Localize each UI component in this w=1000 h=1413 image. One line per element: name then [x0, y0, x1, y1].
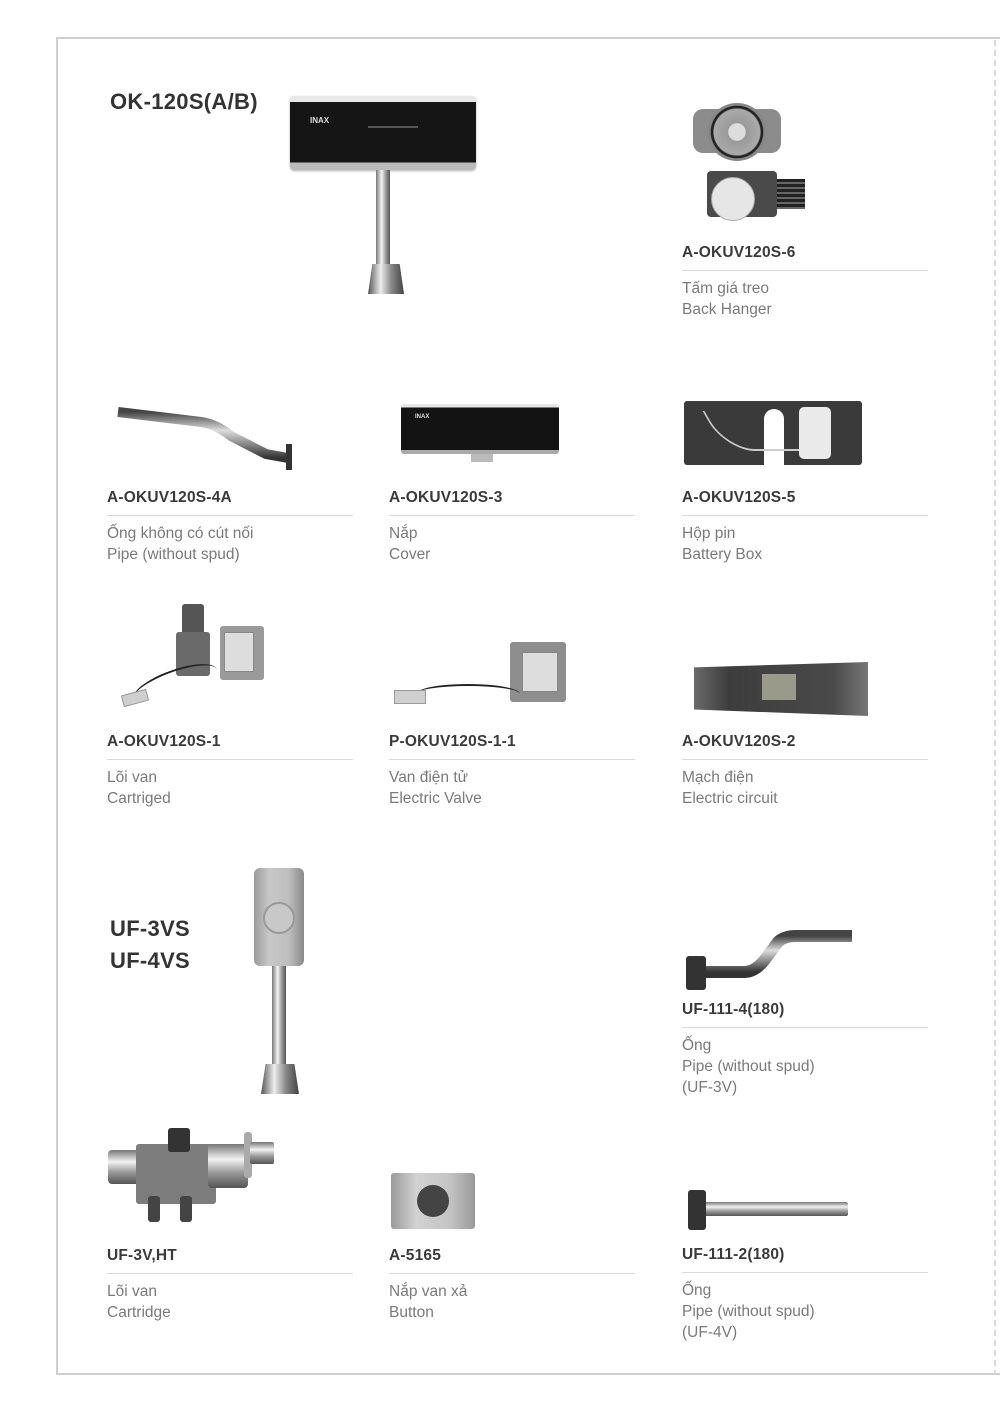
part-card-pipe-uf3v — [682, 1001, 928, 1098]
part-desc-vi: Van điện tử — [389, 769, 469, 786]
part-desc-vi: Lõi van — [107, 1283, 157, 1300]
part-card-back-hanger — [682, 244, 928, 320]
part-code: A-OKUV120S-3 — [389, 489, 635, 516]
part-card-pipe-uf4v — [682, 1246, 928, 1343]
part-image-back-hanger — [693, 93, 813, 223]
part-desc-vi: Mạch điện — [682, 769, 754, 786]
model-title-line2: UF-4VS — [110, 948, 191, 973]
part-desc-en: Cartriged — [107, 790, 171, 807]
inax-logo: INAX — [310, 116, 330, 125]
part-desc-en: Battery Box — [682, 546, 763, 563]
part-card-button — [389, 1247, 635, 1323]
part-desc-en: Cartridge — [107, 1304, 171, 1321]
part-card-battery-box — [682, 489, 928, 565]
part-code: A-5165 — [389, 1247, 635, 1274]
part-desc-vi: Lõi van — [107, 769, 157, 786]
part-code: UF-111-2(180) — [682, 1246, 928, 1273]
part-desc-en: Pipe (without spud) — [107, 546, 240, 563]
part-desc-vi: Ống — [682, 1282, 712, 1299]
part-note: (UF-3V) — [682, 1079, 738, 1096]
model-title-line1: UF-3VS — [110, 916, 191, 941]
part-image-pipe-uf4v — [688, 1190, 850, 1232]
product-image-ok120s — [290, 96, 480, 306]
part-image-pipe-uf3v — [684, 928, 859, 990]
part-code: A-OKUV120S-2 — [682, 733, 928, 760]
part-code: A-OKUV120S-6 — [682, 244, 928, 271]
part-code: UF-3V,HT — [107, 1247, 353, 1274]
part-image-bent-pipe — [116, 402, 296, 472]
part-card-pipe-4a — [107, 489, 353, 565]
part-code: P-OKUV120S-1-1 — [389, 733, 635, 760]
part-desc-en: Back Hanger — [682, 301, 772, 318]
part-image-cartriged — [120, 604, 272, 712]
part-code: A-OKUV120S-5 — [682, 489, 928, 516]
part-card-cover — [389, 489, 635, 565]
part-desc-vi: Nắp van xả — [389, 1283, 468, 1300]
part-code: A-OKUV120S-1 — [107, 733, 353, 760]
part-card-electric-valve — [389, 733, 635, 809]
part-desc-vi: Ống không có cút nối — [107, 525, 254, 542]
part-code: A-OKUV120S-4A — [107, 489, 353, 516]
part-desc-en: Cover — [389, 546, 431, 563]
part-image-electric-valve — [392, 640, 582, 710]
part-desc-vi: Hộp pin — [682, 525, 736, 542]
part-image-cartridge-uf3v — [108, 1126, 276, 1224]
part-code: UF-111-4(180) — [682, 1001, 928, 1028]
model-title-ok120s: OK-120S(A/B) — [110, 89, 258, 114]
part-desc-en: Pipe (without spud) — [682, 1303, 815, 1320]
part-desc-vi: Tấm giá treo — [682, 280, 770, 297]
part-desc-vi: Nắp — [389, 525, 418, 542]
part-image-battery-box — [684, 401, 864, 469]
model-title-uf-vs — [110, 913, 190, 977]
part-desc-en: Electric circuit — [682, 790, 778, 807]
part-desc-en: Electric Valve — [389, 790, 482, 807]
part-desc-vi: Ống — [682, 1037, 712, 1054]
part-image-cover: INAX — [401, 404, 561, 466]
part-desc-en: Button — [389, 1304, 434, 1321]
part-card-electric-circuit — [682, 733, 928, 809]
page-edge-dashed-line — [994, 40, 996, 1374]
part-desc-en: Pipe (without spud) — [682, 1058, 815, 1075]
part-image-button — [391, 1173, 477, 1231]
part-note: (UF-4V) — [682, 1324, 738, 1341]
product-image-uf-vs — [254, 868, 308, 1100]
part-card-cartriged — [107, 733, 353, 809]
part-card-cartridge-uf3v — [107, 1247, 353, 1323]
part-image-electric-circuit — [694, 662, 870, 718]
